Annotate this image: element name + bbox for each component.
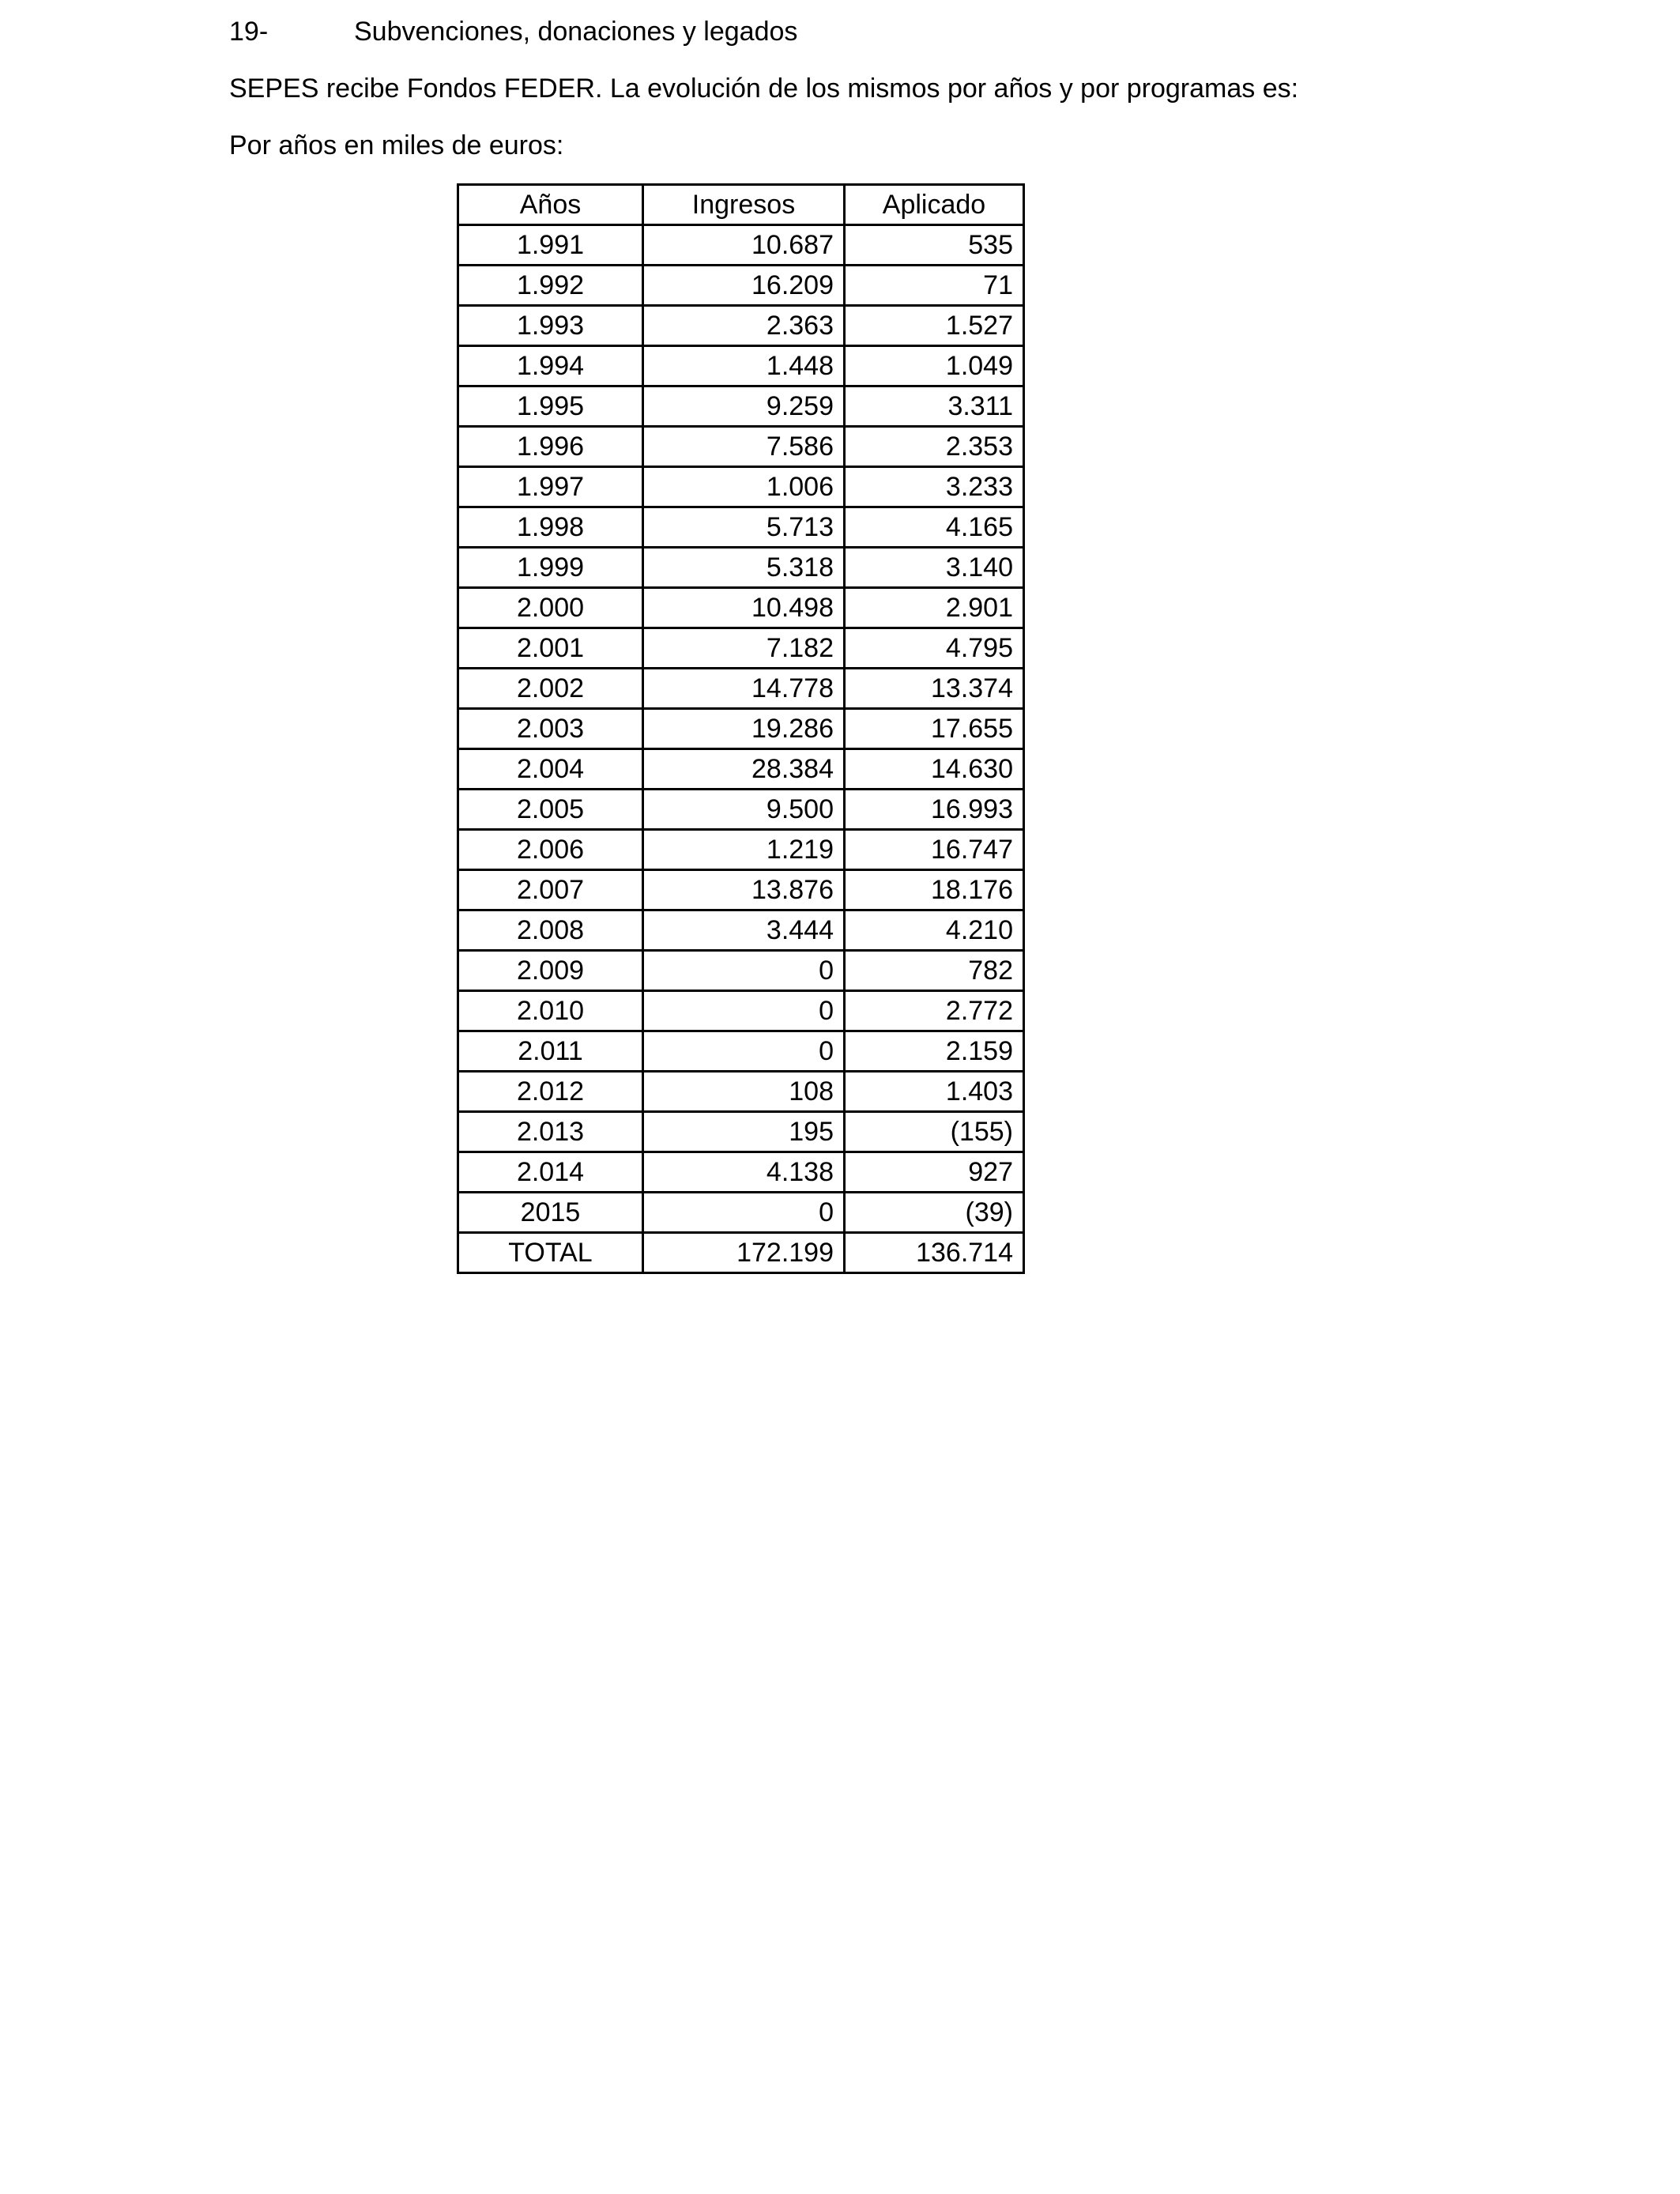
aplicado-cell: 18.176 [845, 870, 1024, 910]
aplicado-cell: 3.140 [845, 548, 1024, 588]
feder-funds-table [457, 183, 1025, 1274]
table-row [458, 910, 1024, 951]
table-header-row [458, 185, 1024, 225]
year-cell: 2.013 [458, 1112, 643, 1152]
ingresos-cell: 5.318 [643, 548, 845, 588]
aplicado-cell: 1.527 [845, 306, 1024, 346]
year-cell: 2.006 [458, 830, 643, 870]
aplicado-cell: (155) [845, 1112, 1024, 1152]
table-row [458, 991, 1024, 1031]
year-cell: 2.003 [458, 709, 643, 749]
table-row [458, 709, 1024, 749]
year-cell: TOTAL [458, 1233, 643, 1273]
year-cell: 2.004 [458, 749, 643, 790]
ingresos-cell: 3.444 [643, 910, 845, 951]
aplicado-cell: 927 [845, 1152, 1024, 1193]
ingresos-cell: 0 [643, 1031, 845, 1072]
year-cell: 1.998 [458, 507, 643, 548]
year-cell: 1.991 [458, 225, 643, 266]
ingresos-cell: 13.876 [643, 870, 845, 910]
aplicado-cell: 14.630 [845, 749, 1024, 790]
table-row [458, 386, 1024, 427]
aplicado-cell: 4.795 [845, 628, 1024, 669]
ingresos-cell: 9.259 [643, 386, 845, 427]
ingresos-cell: 7.586 [643, 427, 845, 467]
table-total-row [458, 1233, 1024, 1273]
aplicado-cell: 2.159 [845, 1031, 1024, 1072]
year-cell: 1.996 [458, 427, 643, 467]
year-cell: 1.999 [458, 548, 643, 588]
year-cell: 2.000 [458, 588, 643, 628]
aplicado-cell: 13.374 [845, 669, 1024, 709]
table-row [458, 588, 1024, 628]
aplicado-cell: 3.233 [845, 467, 1024, 507]
aplicado-cell: 3.311 [845, 386, 1024, 427]
header-ingresos: Ingresos [643, 185, 845, 225]
table-row [458, 427, 1024, 467]
ingresos-cell: 4.138 [643, 1152, 845, 1193]
table-row [458, 669, 1024, 709]
aplicado-cell: 136.714 [845, 1233, 1024, 1273]
aplicado-cell: 16.993 [845, 790, 1024, 830]
year-cell: 2.009 [458, 951, 643, 991]
table-row [458, 1193, 1024, 1233]
aplicado-cell: 71 [845, 266, 1024, 306]
ingresos-cell: 2.363 [643, 306, 845, 346]
ingresos-cell: 0 [643, 991, 845, 1031]
ingresos-cell: 10.687 [643, 225, 845, 266]
table-row [458, 467, 1024, 507]
ingresos-cell: 1.448 [643, 346, 845, 386]
year-cell: 1.992 [458, 266, 643, 306]
year-cell: 2.010 [458, 991, 643, 1031]
aplicado-cell: 1.049 [845, 346, 1024, 386]
ingresos-cell: 9.500 [643, 790, 845, 830]
aplicado-cell: 1.403 [845, 1072, 1024, 1112]
ingresos-cell: 16.209 [643, 266, 845, 306]
year-cell: 2.014 [458, 1152, 643, 1193]
year-cell: 1.995 [458, 386, 643, 427]
aplicado-cell: 4.165 [845, 507, 1024, 548]
table-row [458, 1031, 1024, 1072]
ingresos-cell: 7.182 [643, 628, 845, 669]
aplicado-cell: 782 [845, 951, 1024, 991]
ingresos-cell: 10.498 [643, 588, 845, 628]
aplicado-cell: 2.353 [845, 427, 1024, 467]
aplicado-cell: 17.655 [845, 709, 1024, 749]
ingresos-cell: 172.199 [643, 1233, 845, 1273]
table-caption: Por años en miles de euros: [229, 130, 564, 160]
year-cell: 2.001 [458, 628, 643, 669]
year-cell: 2.002 [458, 669, 643, 709]
table-row [458, 225, 1024, 266]
aplicado-cell: 2.901 [845, 588, 1024, 628]
ingresos-cell: 5.713 [643, 507, 845, 548]
table-row [458, 1072, 1024, 1112]
ingresos-cell: 19.286 [643, 709, 845, 749]
table-row [458, 507, 1024, 548]
year-cell: 2.011 [458, 1031, 643, 1072]
table-row [458, 951, 1024, 991]
intro-paragraph: SEPES recibe Fondos FEDER. La evolución de los mismos por años y por programas es: [229, 74, 1299, 104]
ingresos-cell: 1.219 [643, 830, 845, 870]
ingresos-cell: 108 [643, 1072, 845, 1112]
table-row [458, 548, 1024, 588]
table-row [458, 870, 1024, 910]
table-body [458, 225, 1024, 1273]
table-row [458, 790, 1024, 830]
ingresos-cell: 0 [643, 951, 845, 991]
year-cell: 1.993 [458, 306, 643, 346]
table-row [458, 628, 1024, 669]
ingresos-cell: 195 [643, 1112, 845, 1152]
table-row [458, 266, 1024, 306]
section-heading [229, 16, 797, 47]
year-cell: 2.012 [458, 1072, 643, 1112]
ingresos-cell: 0 [643, 1193, 845, 1233]
table-row [458, 346, 1024, 386]
table-row [458, 749, 1024, 790]
header-aplicado: Aplicado [845, 185, 1024, 225]
section-title: Subvenciones, donaciones y legados [354, 17, 798, 47]
year-cell: 1.997 [458, 467, 643, 507]
year-cell: 2.007 [458, 870, 643, 910]
year-cell: 2.008 [458, 910, 643, 951]
ingresos-cell: 28.384 [643, 749, 845, 790]
year-cell: 1.994 [458, 346, 643, 386]
table-row [458, 1152, 1024, 1193]
section-number: 19- [229, 17, 269, 47]
aplicado-cell: 535 [845, 225, 1024, 266]
ingresos-cell: 1.006 [643, 467, 845, 507]
year-cell: 2.005 [458, 790, 643, 830]
aplicado-cell: 16.747 [845, 830, 1024, 870]
ingresos-cell: 14.778 [643, 669, 845, 709]
table-row [458, 1112, 1024, 1152]
table-row [458, 306, 1024, 346]
aplicado-cell: (39) [845, 1193, 1024, 1233]
year-cell: 2015 [458, 1193, 643, 1233]
header-years: Años [458, 185, 643, 225]
aplicado-cell: 4.210 [845, 910, 1024, 951]
aplicado-cell: 2.772 [845, 991, 1024, 1031]
table-row [458, 830, 1024, 870]
